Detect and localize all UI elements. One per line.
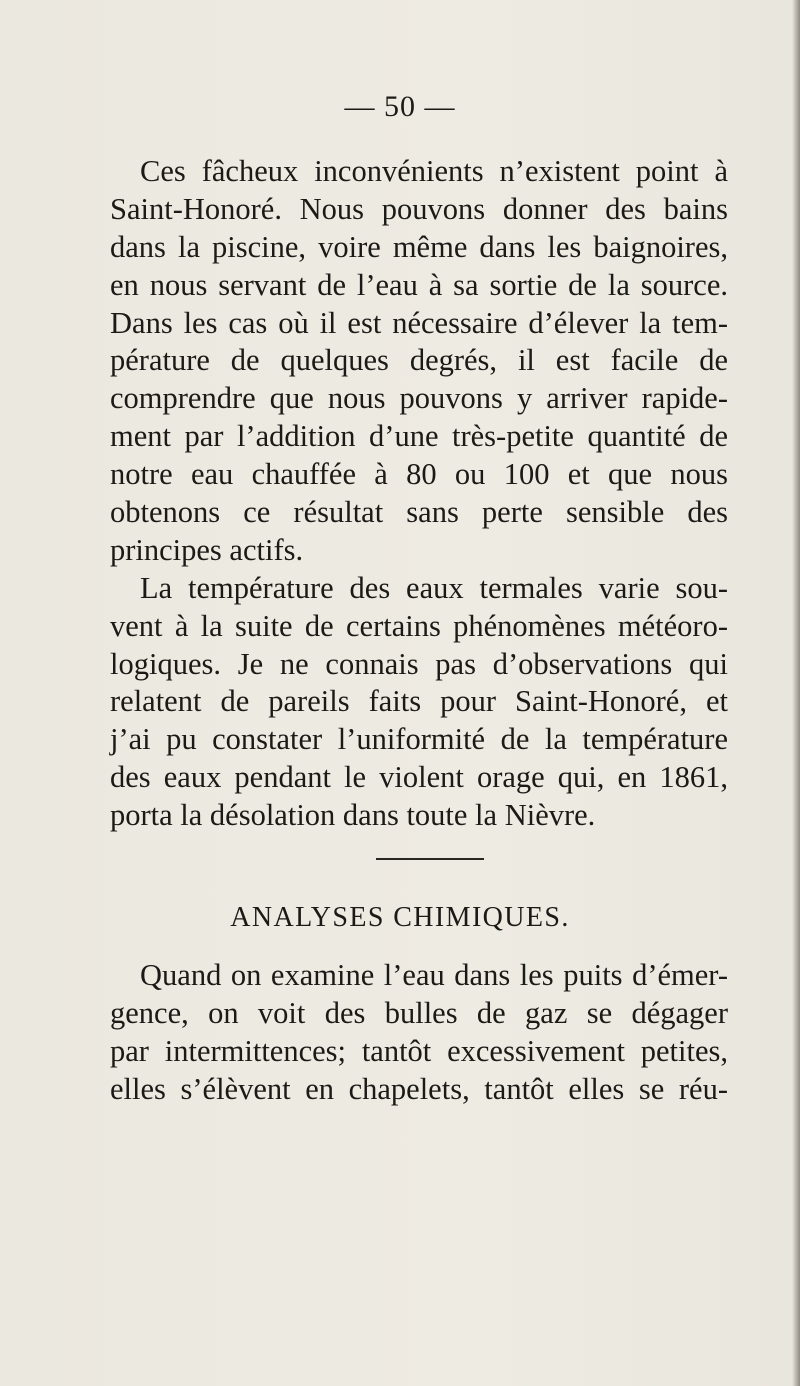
text-line: Dans les cas où il est nécessaire d’élever la tem- (110, 305, 728, 340)
page-number: — 50 — (344, 90, 456, 123)
text-line: Ces fâcheux inconvénients n’existent point à (140, 154, 728, 188)
text-line: par intermittences; tantôt excessivement petites, (110, 1033, 728, 1068)
paragraph-bath-temperature (110, 153, 728, 570)
text-line: principes actifs. (110, 532, 304, 567)
section-divider-rule (376, 858, 484, 860)
text-line: relatent de pareils faits pour Saint-Honoré, et (110, 684, 728, 719)
paragraph-chemical-analysis (110, 957, 728, 1109)
text-line: gence, on voit des bulles de gaz se dégager (110, 995, 728, 1030)
text-line: Saint-Honoré. Nous pouvons donner des bains (110, 191, 728, 226)
body-text-top (110, 153, 728, 835)
text-line: notre eau chauffée à 80 ou 100 et que nous (110, 457, 728, 492)
text-line: obtenons ce résultat sans perte sensible des (110, 495, 728, 530)
section-heading: ANALYSES CHIMIQUES. (230, 902, 570, 933)
text-line: porta la désolation dans toute la Nièvre. (110, 798, 596, 833)
text-line: des eaux pendant le violent orage qui, en 1861, (110, 760, 728, 795)
page-edge-shadow (792, 0, 800, 1386)
text-line: j’ai pu constater l’uniformité de la température (110, 722, 728, 757)
body-text-bottom (110, 957, 728, 1109)
text-line: vent à la suite de certains phénomènes météoro- (110, 608, 728, 643)
text-line: comprendre que nous pouvons y arriver rapide- (110, 381, 728, 416)
text-line: pérature de quelques degrés, il est facile de (110, 343, 728, 378)
text-line: logiques. Je ne connais pas d’observations qui (110, 646, 728, 681)
text-line: Quand on examine l’eau dans les puits d’émer- (140, 958, 728, 992)
text-line: elles s’élèvent en chapelets, tantôt elles se réu- (110, 1071, 728, 1106)
text-line: dans la piscine, voire même dans les baignoires, (110, 229, 728, 264)
text-line: en nous servant de l’eau à sa sortie de la source. (110, 267, 728, 302)
text-line: La température des eaux termales varie sou- (140, 570, 728, 605)
paragraph-thermal-variation (110, 570, 728, 835)
text-line: ment par l’addition d’une très-petite quantité de (110, 419, 728, 454)
